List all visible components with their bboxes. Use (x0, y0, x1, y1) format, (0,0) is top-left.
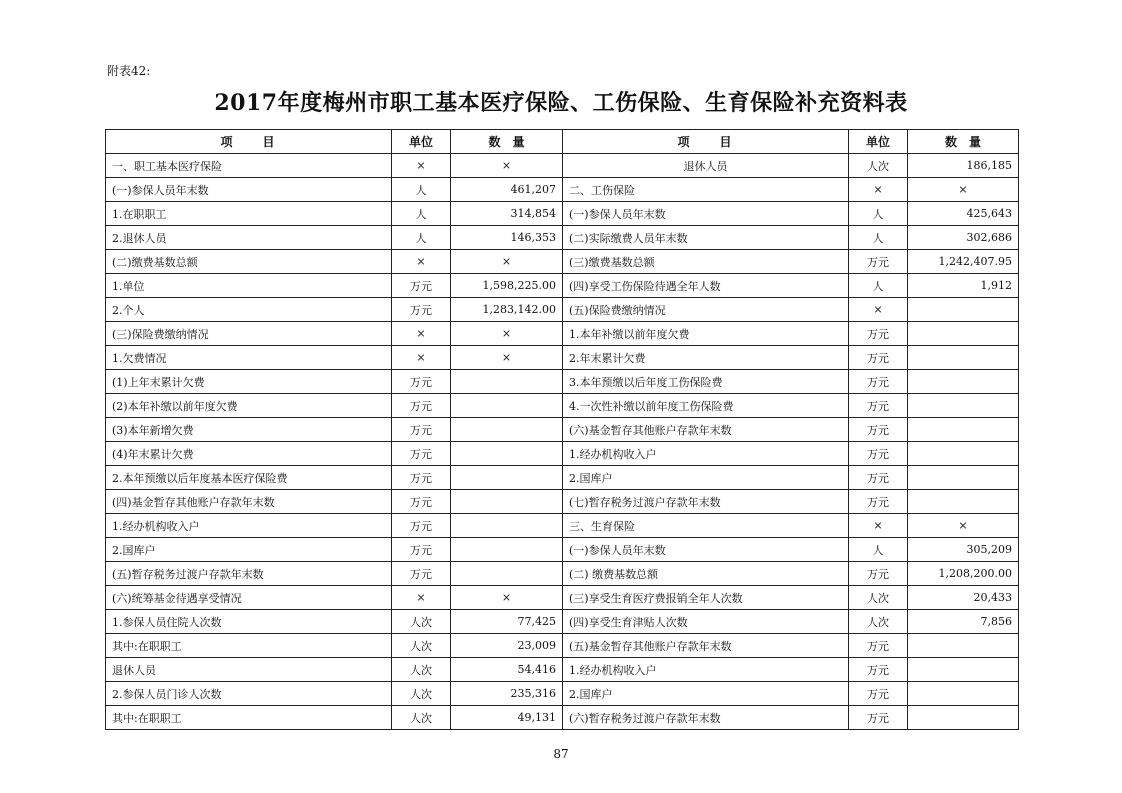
qty-right-cell: 302,686 (908, 226, 1019, 250)
table-row (106, 418, 1019, 442)
table-row (106, 682, 1019, 706)
unit-left-cell: × (392, 346, 451, 370)
qty-right-cell (908, 490, 1019, 514)
item-left-cell: (3)本年新增欠费 (106, 418, 392, 442)
item-right-cell: 1.经办机构收入户 (563, 442, 849, 466)
qty-left-cell (451, 442, 563, 466)
table-row (106, 514, 1019, 538)
item-right-cell: (二) 缴费基数总额 (563, 562, 849, 586)
item-left-cell: 1.参保人员住院人次数 (106, 610, 392, 634)
unit-left-cell: 人次 (392, 634, 451, 658)
qty-left-cell (451, 490, 563, 514)
table-row (106, 370, 1019, 394)
table-header-row (106, 130, 1019, 154)
item-left-cell: 1.欠费情况 (106, 346, 392, 370)
header-qty-left: 数 量 (451, 130, 563, 154)
item-right-cell: 2.年末累计欠费 (563, 346, 849, 370)
item-right-cell: 4.一次性补缴以前年度工伤保险费 (563, 394, 849, 418)
qty-left-cell (451, 370, 563, 394)
table-row (106, 346, 1019, 370)
item-left-cell: 2.参保人员门诊人次数 (106, 682, 392, 706)
item-right-cell: 1.经办机构收入户 (563, 658, 849, 682)
item-right-cell: (二)实际缴费人员年末数 (563, 226, 849, 250)
item-left-cell: (2)本年补缴以前年度欠费 (106, 394, 392, 418)
qty-left-cell (451, 562, 563, 586)
qty-right-cell (908, 298, 1019, 322)
item-left-cell: (4)年末累计欠费 (106, 442, 392, 466)
unit-left-cell: 万元 (392, 538, 451, 562)
qty-left-cell: 314,854 (451, 202, 563, 226)
table-row (106, 202, 1019, 226)
unit-right-cell: 万元 (849, 466, 908, 490)
qty-left-cell: × (451, 586, 563, 610)
table-row (106, 226, 1019, 250)
item-left-cell: (1)上年末累计欠费 (106, 370, 392, 394)
qty-left-cell: 23,009 (451, 634, 563, 658)
qty-left-cell: 49,131 (451, 706, 563, 730)
item-right-cell: 1.本年补缴以前年度欠费 (563, 322, 849, 346)
item-right-cell: (四)享受生育津贴人次数 (563, 610, 849, 634)
qty-left-cell (451, 394, 563, 418)
item-left-cell: 一、职工基本医疗保险 (106, 154, 392, 178)
qty-right-cell: 1,242,407.95 (908, 250, 1019, 274)
qty-right-cell (908, 322, 1019, 346)
unit-right-cell: 万元 (849, 562, 908, 586)
item-right-cell: (五)保险费缴纳情况 (563, 298, 849, 322)
qty-right-cell (908, 658, 1019, 682)
table-row (106, 154, 1019, 178)
unit-left-cell: 万元 (392, 490, 451, 514)
table-row (106, 250, 1019, 274)
qty-right-cell (908, 466, 1019, 490)
item-left-cell: 2.个人 (106, 298, 392, 322)
header-qty-right: 数 量 (908, 130, 1019, 154)
unit-right-cell: 万元 (849, 322, 908, 346)
unit-right-cell: 万元 (849, 658, 908, 682)
item-left-cell: (六)统筹基金待遇享受情况 (106, 586, 392, 610)
table-row (106, 274, 1019, 298)
item-left-cell: 退休人员 (106, 658, 392, 682)
qty-left-cell (451, 466, 563, 490)
header-item-left: 项 目 (106, 130, 392, 154)
item-right-cell: 3.本年预缴以后年度工伤保险费 (563, 370, 849, 394)
qty-left-cell: 146,353 (451, 226, 563, 250)
qty-left-cell: 1,283,142.00 (451, 298, 563, 322)
qty-right-cell: 20,433 (908, 586, 1019, 610)
qty-left-cell: × (451, 322, 563, 346)
unit-right-cell: 万元 (849, 490, 908, 514)
page-title: 2017年度梅州市职工基本医疗保险、工伤保险、生育保险补充资料表 (214, 90, 908, 116)
item-right-cell: (四)享受工伤保险待遇全年人数 (563, 274, 849, 298)
unit-right-cell: 人次 (849, 586, 908, 610)
item-right-cell: (一)参保人员年末数 (563, 538, 849, 562)
unit-left-cell: × (392, 250, 451, 274)
unit-left-cell: 人次 (392, 658, 451, 682)
item-right-cell: 2.国库户 (563, 466, 849, 490)
header-unit-left: 单位 (392, 130, 451, 154)
item-left-cell: (二)缴费基数总额 (106, 250, 392, 274)
unit-right-cell: 万元 (849, 370, 908, 394)
item-right-cell: (七)暂存税务过渡户存款年末数 (563, 490, 849, 514)
qty-left-cell (451, 418, 563, 442)
unit-left-cell: × (392, 154, 451, 178)
unit-right-cell: 万元 (849, 706, 908, 730)
table-row (106, 466, 1019, 490)
table-row (106, 442, 1019, 466)
unit-right-cell: 万元 (849, 682, 908, 706)
item-right-cell: (一)参保人员年末数 (563, 202, 849, 226)
unit-right-cell: 万元 (849, 394, 908, 418)
unit-right-cell: 人次 (849, 154, 908, 178)
unit-right-cell: × (849, 178, 908, 202)
unit-right-cell: 人 (849, 226, 908, 250)
unit-left-cell: 万元 (392, 370, 451, 394)
qty-right-cell (908, 418, 1019, 442)
unit-right-cell: 人 (849, 274, 908, 298)
header-item-right: 项 目 (563, 130, 849, 154)
qty-right-cell (908, 394, 1019, 418)
table-row (106, 322, 1019, 346)
unit-left-cell: 人次 (392, 610, 451, 634)
qty-right-cell: × (908, 514, 1019, 538)
item-right-cell: 三、生育保险 (563, 514, 849, 538)
qty-right-cell (908, 346, 1019, 370)
unit-left-cell: × (392, 586, 451, 610)
table-row (106, 586, 1019, 610)
unit-left-cell: 万元 (392, 298, 451, 322)
qty-right-cell (908, 634, 1019, 658)
qty-left-cell: × (451, 154, 563, 178)
unit-right-cell: 万元 (849, 634, 908, 658)
table-row (106, 562, 1019, 586)
qty-left-cell: 54,416 (451, 658, 563, 682)
item-right-cell: (三)享受生育医疗费报销全年人次数 (563, 586, 849, 610)
qty-left-cell (451, 514, 563, 538)
qty-right-cell (908, 706, 1019, 730)
qty-right-cell: 305,209 (908, 538, 1019, 562)
item-right-cell: 2.国库户 (563, 682, 849, 706)
table-row (106, 298, 1019, 322)
qty-left-cell: 235,316 (451, 682, 563, 706)
table-row (106, 706, 1019, 730)
unit-left-cell: 万元 (392, 418, 451, 442)
item-right-cell: (三)缴费基数总额 (563, 250, 849, 274)
qty-right-cell: 1,208,200.00 (908, 562, 1019, 586)
unit-left-cell: 万元 (392, 442, 451, 466)
unit-right-cell: 人 (849, 538, 908, 562)
unit-left-cell: 万元 (392, 394, 451, 418)
item-left-cell: (五)暂存税务过渡户存款年末数 (106, 562, 392, 586)
unit-left-cell: 人 (392, 226, 451, 250)
unit-left-cell: 人 (392, 202, 451, 226)
table-row (106, 634, 1019, 658)
item-left-cell: 1.单位 (106, 274, 392, 298)
item-left-cell: (四)基金暂存其他账户存款年末数 (106, 490, 392, 514)
item-right-cell: (六)基金暂存其他账户存款年末数 (563, 418, 849, 442)
unit-right-cell: × (849, 514, 908, 538)
unit-left-cell: 人次 (392, 682, 451, 706)
unit-left-cell: 万元 (392, 562, 451, 586)
header-unit-right: 单位 (849, 130, 908, 154)
qty-right-cell: 425,643 (908, 202, 1019, 226)
item-left-cell: 2.本年预缴以后年度基本医疗保险费 (106, 466, 392, 490)
table-body (106, 154, 1019, 730)
qty-left-cell: 77,425 (451, 610, 563, 634)
qty-right-cell: × (908, 178, 1019, 202)
unit-right-cell: 万元 (849, 346, 908, 370)
item-left-cell: 2.退休人员 (106, 226, 392, 250)
item-left-cell: (三)保险费缴纳情况 (106, 322, 392, 346)
item-left-cell: 1.在职职工 (106, 202, 392, 226)
item-left-cell: 其中:在职职工 (106, 706, 392, 730)
unit-right-cell: 万元 (849, 442, 908, 466)
item-left-cell: (一)参保人员年末数 (106, 178, 392, 202)
unit-right-cell: 人 (849, 202, 908, 226)
qty-right-cell (908, 370, 1019, 394)
supplementary-data-table (105, 129, 1019, 730)
qty-right-cell (908, 442, 1019, 466)
unit-left-cell: 万元 (392, 466, 451, 490)
table-row (106, 658, 1019, 682)
table-row (106, 178, 1019, 202)
item-right-cell: (五)基金暂存其他账户存款年末数 (563, 634, 849, 658)
annex-label: 附表42: (107, 64, 151, 78)
unit-left-cell: 人 (392, 178, 451, 202)
unit-right-cell: 万元 (849, 250, 908, 274)
unit-left-cell: 万元 (392, 274, 451, 298)
unit-left-cell: × (392, 322, 451, 346)
table-row (106, 538, 1019, 562)
table-row (106, 490, 1019, 514)
page-number: 87 (553, 747, 569, 761)
item-right-cell: (六)暂存税务过渡户存款年末数 (563, 706, 849, 730)
qty-left-cell: 461,207 (451, 178, 563, 202)
qty-left-cell (451, 538, 563, 562)
qty-left-cell: × (451, 250, 563, 274)
qty-right-cell: 186,185 (908, 154, 1019, 178)
qty-left-cell: 1,598,225.00 (451, 274, 563, 298)
qty-right-cell: 7,856 (908, 610, 1019, 634)
qty-left-cell: × (451, 346, 563, 370)
unit-left-cell: 人次 (392, 706, 451, 730)
item-left-cell: 其中:在职职工 (106, 634, 392, 658)
unit-right-cell: × (849, 298, 908, 322)
item-right-cell: 退休人员 (563, 154, 849, 178)
unit-right-cell: 人次 (849, 610, 908, 634)
item-left-cell: 1.经办机构收入户 (106, 514, 392, 538)
table-row (106, 610, 1019, 634)
table-row (106, 394, 1019, 418)
item-left-cell: 2.国库户 (106, 538, 392, 562)
item-right-cell: 二、工伤保险 (563, 178, 849, 202)
unit-left-cell: 万元 (392, 514, 451, 538)
qty-right-cell (908, 682, 1019, 706)
unit-right-cell: 万元 (849, 418, 908, 442)
qty-right-cell: 1,912 (908, 274, 1019, 298)
